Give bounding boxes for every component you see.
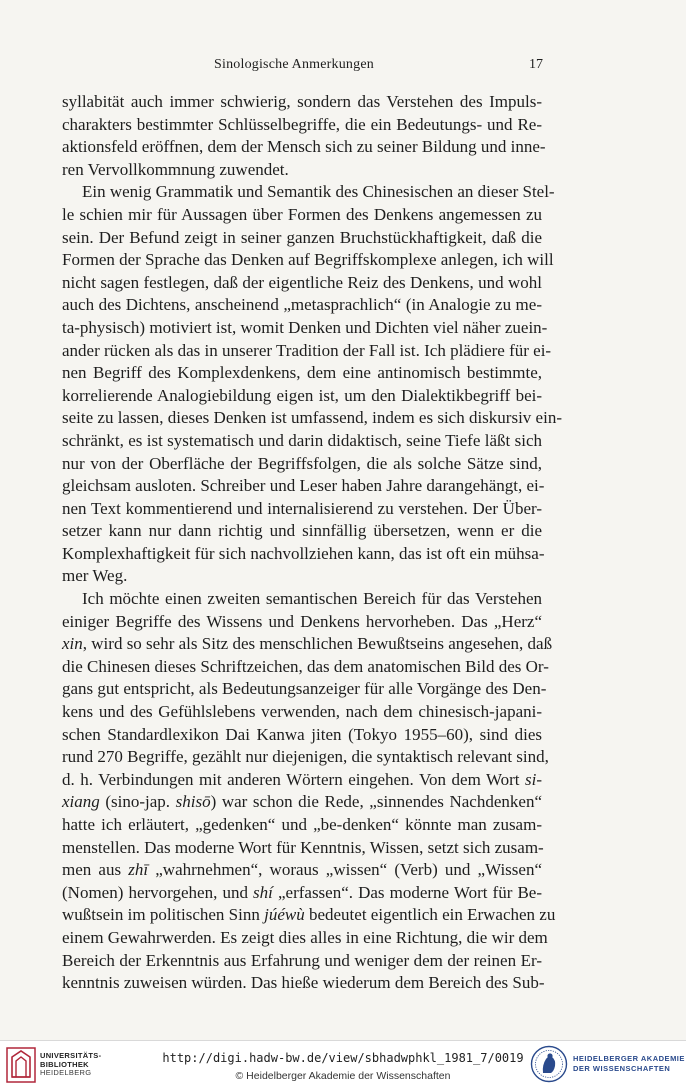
academy-logo-text bbox=[573, 1054, 685, 1073]
text-line: Ein wenig Grammatik und Semantik des Chinesischen an dieser Stel- bbox=[82, 182, 555, 202]
text-line bbox=[62, 769, 542, 792]
text-segment: d. h. Verbindungen mit anderen Wörtern eingehen. Von dem Wort bbox=[62, 769, 525, 789]
text-segment: , wird so sehr als Sitz des menschlichen Bewußtseins angesehen, daß bbox=[82, 634, 553, 654]
text-line: Bereich der Erkenntnis aus Erfahrung und weniger dem der reinen Er- bbox=[62, 950, 542, 970]
text-line: ren Vervollkommnung zuwendet. bbox=[62, 159, 289, 179]
text-line: korrelierende Analogiebildung eigen ist, um den Dialektikbegriff bei- bbox=[62, 385, 542, 405]
text-line bbox=[62, 791, 542, 814]
text-line: gans gut entspricht, als Bedeutungsanzeiger für alle Vorgänge des Den- bbox=[62, 679, 547, 699]
text-line: sein. Der Befund zeigt in seiner ganzen Bruchstückhaftigkeit, daß die bbox=[62, 227, 542, 247]
text-line: nen Begriff des Komplexdenkens, dem eine antinomisch bestimmte, bbox=[62, 363, 542, 383]
text-line bbox=[62, 882, 542, 905]
italic-term: zhī bbox=[128, 860, 149, 880]
text-line: gleichsam ausloten. Schreiber und Leser haben Jahre darangehängt, ei- bbox=[62, 476, 545, 496]
text-line: syllabität auch immer schwierig, sondern das Verstehen des Impuls- bbox=[62, 92, 542, 111]
italic-term: júéwù bbox=[264, 905, 305, 925]
text-line: einem Gewahrwerden. Es zeigt dies alles in eine Richtung, die wir dem bbox=[62, 927, 548, 947]
text-line: setzer kann nur dann richtig und sinnfällig übersetzen, wenn er die bbox=[62, 521, 542, 541]
text-line bbox=[62, 633, 553, 656]
text-line bbox=[62, 904, 556, 927]
text-line: charakters bestimmter Schlüsselbegriffe, die ein Bedeutungs- und Re- bbox=[62, 114, 542, 134]
text-line: schen Standardlexikon Dai Kanwa jiten (Tokyo 1955–60), sind dies bbox=[62, 724, 542, 744]
footer-bar bbox=[0, 1040, 686, 1088]
text-line: auch des Dichtens, anscheinend „metasprachlich“ (in Analogie zu me- bbox=[62, 295, 542, 315]
text-line: hatte ich erläutert, „gedenken“ und „be-denken“ könnte man zusam- bbox=[62, 815, 542, 834]
library-logo-line: UNIVERSITÄTS- bbox=[40, 1051, 102, 1060]
text-segment: men aus bbox=[62, 860, 129, 880]
text-line: kenntnis zuweisen würden. Das hieße wiederum dem Bereich des Sub- bbox=[62, 973, 545, 993]
library-logo-line: BIBLIOTHEK bbox=[40, 1059, 89, 1069]
italic-term: xiang bbox=[62, 792, 100, 812]
text-line: le schien mir für Aussagen über Formen des Denkens angemessen zu bbox=[62, 204, 542, 224]
text-line: Ich möchte einen zweiten semantischen Bereich für das Verstehen bbox=[82, 589, 542, 609]
text-line: ta-physisch) motiviert ist, womit Denken und Dichten viel näher zuein- bbox=[62, 317, 548, 337]
text-segment: ) war schon die Rede, „sinnendes Nachdenken“ bbox=[210, 792, 542, 812]
text-segment: „erfassen“. Das moderne Wort für Be- bbox=[272, 882, 542, 902]
text-segment: „wahrnehmen“, woraus „wissen“ (Verb) und „Wissen“ bbox=[148, 860, 543, 880]
text-line: menstellen. Das moderne Wort für Kenntnis, Wissen, setzt sich zusam- bbox=[62, 837, 544, 857]
text-line: rund 270 Begriffe, gezählt nur diejenigen, die syntaktisch relevant sind, bbox=[62, 747, 549, 767]
page-number: 17 bbox=[529, 57, 543, 72]
text-segment: (Nomen) hervorgehen, und bbox=[62, 882, 254, 902]
copyright-notice: © Heidelberger Akademie der Wissenschaften bbox=[235, 1070, 451, 1082]
text-line: nicht sagen festlegen, daß der eigentliche Reiz des Denkens, und wohl bbox=[62, 272, 542, 292]
academy-logo-line: DER WISSENSCHAFTEN bbox=[573, 1063, 671, 1073]
text-line: mer Weg. bbox=[62, 566, 128, 586]
text-line: seite zu lassen, dieses Denken ist umfassend, indem es sich diskursiv ein- bbox=[62, 408, 562, 428]
text-line: Formen der Sprache das Denken auf Begriffskomplexe anlegen, ich will bbox=[62, 250, 554, 270]
running-head bbox=[0, 57, 686, 77]
text-line: ander rücken als das in unserer Tradition der Fall ist. Ich plädiere für ei- bbox=[62, 340, 552, 360]
italic-term: xin bbox=[62, 634, 83, 654]
academy-seal-icon bbox=[530, 1045, 568, 1083]
italic-term: si- bbox=[525, 769, 542, 789]
text-line: nur von der Oberfläche der Begriffsfolgen, die als solche Sätze sind, bbox=[62, 453, 542, 473]
body-text bbox=[62, 91, 562, 995]
text-line bbox=[62, 859, 542, 882]
italic-term: shisō bbox=[175, 792, 211, 812]
text-segment: (sino-jap. bbox=[99, 792, 176, 812]
italic-term: shí bbox=[253, 882, 273, 902]
text-line: schränkt, es ist systematisch und darin didaktisch, seine Tiefe läßt sich bbox=[62, 430, 542, 450]
text-segment: bedeutet eigentlich ein Erwachen zu bbox=[304, 905, 556, 925]
running-title: Sinologische Anmerkungen bbox=[214, 57, 374, 72]
library-logo-line: HEIDELBERG bbox=[40, 1068, 92, 1077]
text-line: einiger Begriffe des Wissens und Denkens hervorheben. Das „Herz“ bbox=[62, 611, 542, 631]
text-line: die Chinesen dieses Schriftzeichen, das dem anatomischen Bild des Or- bbox=[62, 656, 549, 676]
text-segment: wußtsein im politischen Sinn bbox=[62, 905, 265, 925]
text-line: Komplexhaftigkeit für sich nachvollziehen kann, das ist oft ein mühsa- bbox=[62, 543, 545, 563]
text-line: kens und des Gefühlslebens verwenden, nach dem chinesisch-japani- bbox=[62, 702, 542, 722]
permalink-url[interactable]: http://digi.hadw-bw.de/view/sbhadwphkl_1981_7/0019 bbox=[162, 1051, 524, 1065]
text-line: aktionsfeld eröffnen, dem der Mensch sich zu seiner Bildung und inne- bbox=[62, 137, 546, 157]
text-line: nen Text kommentierend und internalisierend zu verstehen. Der Über- bbox=[62, 498, 542, 518]
academy-logo-line: HEIDELBERGER AKADEMIE bbox=[573, 1054, 685, 1063]
